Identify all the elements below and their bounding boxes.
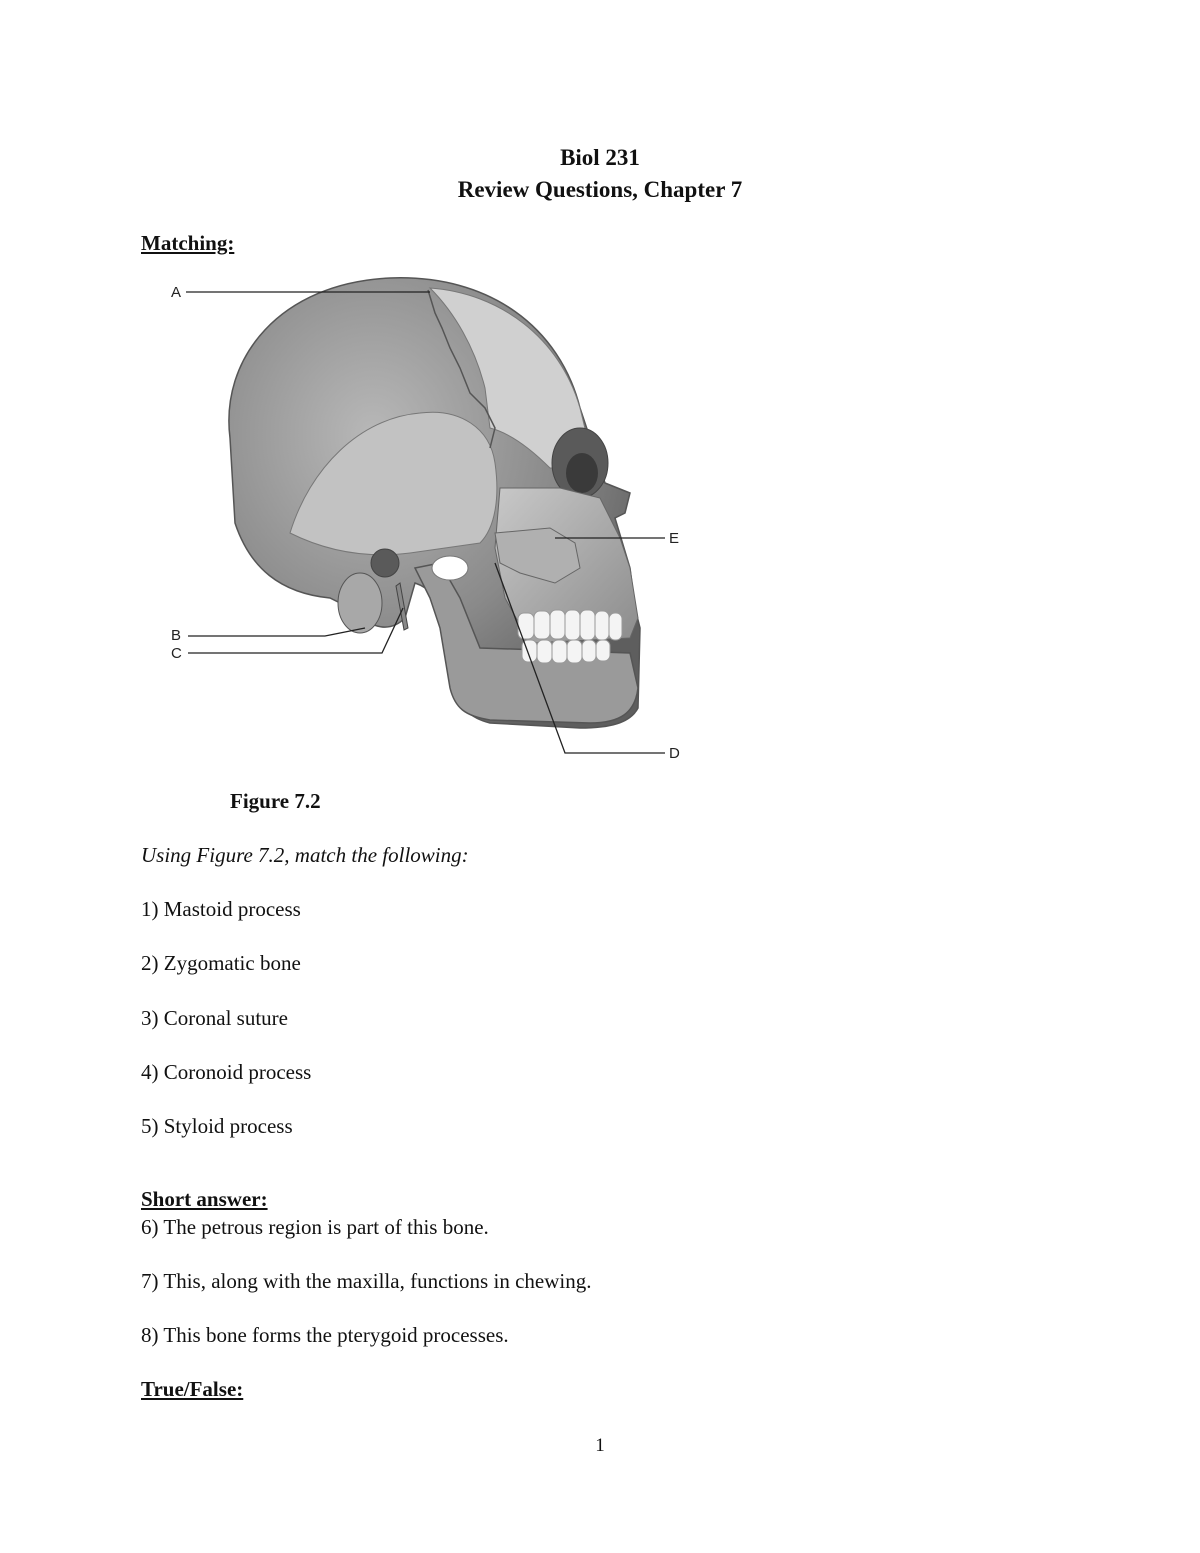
course-title: Biol 231 bbox=[560, 145, 640, 170]
short-answer-heading: Short answer: bbox=[141, 1187, 268, 1211]
matching-item: 3) Coronal suture bbox=[141, 1006, 288, 1030]
mastoid-process bbox=[338, 573, 382, 633]
label-c: C bbox=[171, 645, 182, 662]
matching-instruction: Using Figure 7.2, match the following: bbox=[141, 843, 469, 867]
label-e: E bbox=[669, 530, 680, 547]
label-d: D bbox=[669, 745, 680, 762]
short-answer-item: 6) The petrous region is part of this bone. bbox=[141, 1215, 489, 1239]
matching-item: 5) Styloid process bbox=[141, 1114, 293, 1138]
mandibular-notch bbox=[432, 556, 468, 580]
label-b: B bbox=[171, 627, 182, 644]
document-title: Review Questions, Chapter 7 bbox=[457, 177, 743, 202]
matching-item: 2) Zygomatic bone bbox=[141, 951, 301, 975]
matching-heading: Matching: bbox=[141, 231, 235, 255]
external-auditory-meatus bbox=[371, 549, 399, 577]
matching-item: 4) Coronoid process bbox=[141, 1060, 312, 1084]
figure-caption: Figure 7.2 bbox=[230, 789, 321, 813]
skull-figure bbox=[160, 268, 700, 768]
page-number: 1 bbox=[595, 1435, 605, 1456]
true-false-heading: True/False: bbox=[141, 1377, 244, 1401]
short-answer-item: 7) This, along with the maxilla, functions in chewing. bbox=[141, 1269, 592, 1293]
short-answer-item: 8) This bone forms the pterygoid processes. bbox=[141, 1323, 509, 1347]
matching-item: 1) Mastoid process bbox=[141, 897, 301, 921]
label-a: A bbox=[171, 284, 182, 301]
